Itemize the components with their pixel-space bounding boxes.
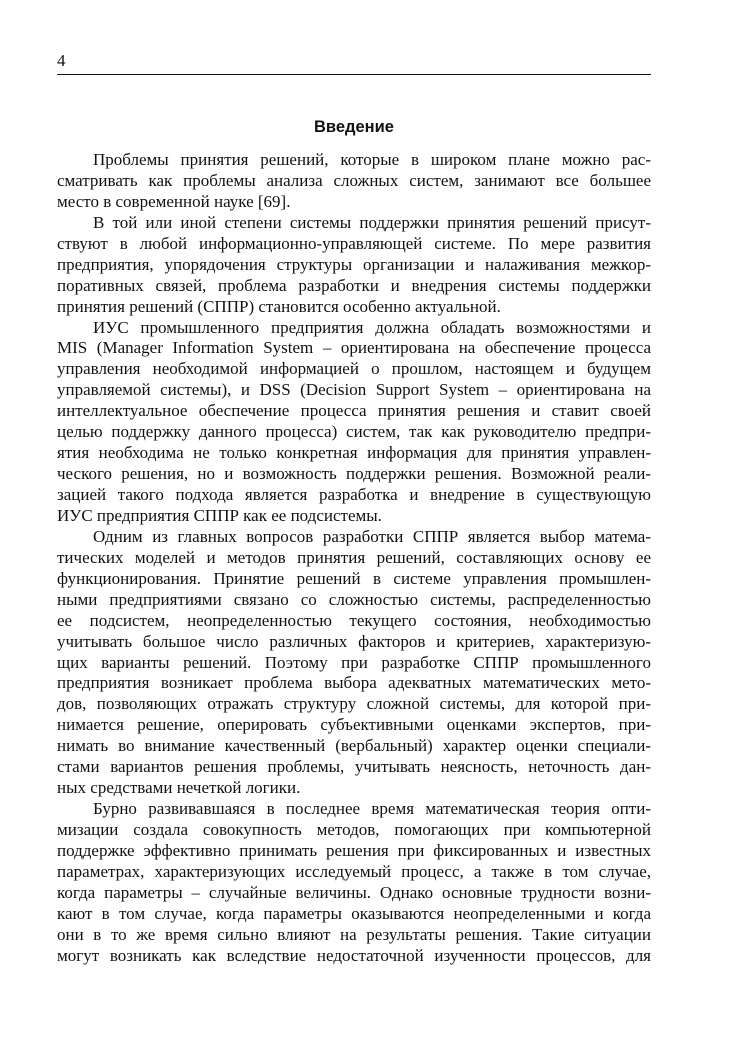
text-line: могут возникать как вследствие недостаточной изученности процессов, для	[57, 945, 651, 965]
text-line: ее подсистем, неопределенностью текущего состояния, необходимостью	[57, 610, 651, 630]
text-line: управляемой системы), и DSS (Decision Support System – ориентирована на	[57, 380, 651, 400]
text-line: ными предприятиями связано со сложностью системы, распределенностью	[57, 589, 651, 609]
text-line: нимать во внимание качественный (вербальный) характер оценки специали-	[57, 736, 651, 756]
text-line: параметрах, характеризующих исследуемый процесс, а также в том случае,	[57, 861, 651, 881]
text-line: принятия решений (СППР) становится особенно актуальной.	[57, 296, 501, 316]
text-line: ИУС промышленного предприятия должна обладать возможностями и	[93, 317, 651, 337]
text-line: MIS (Manager Information System – ориентирована на обеспечение процесса	[57, 338, 651, 358]
body-text	[57, 150, 651, 967]
text-line: предприятия, упорядочения структуры организации и налаживания межкор-	[57, 254, 651, 274]
text-line: зацией такого подхода является разработка и внедрение в существующую	[57, 485, 651, 504]
paragraph	[57, 150, 651, 213]
text-line: целью поддержку данного процесса) систем, так как руководителю предпри-	[57, 422, 651, 442]
text-line: Бурно развивавшаяся в последнее время математическая теория опти-	[93, 799, 651, 819]
text-line: тических моделей и методов принятия решений, составляющих основу ее	[57, 547, 651, 567]
text-line: щих варианты решений. Поэтому при разработке СППР промышленного	[57, 652, 651, 672]
text-line: когда параметры – случайные величины. Однако основные трудности возни-	[57, 882, 651, 902]
text-line: место в современной науке [69].	[57, 191, 291, 211]
text-line: сматривать как проблемы анализа сложных систем, занимают все большее	[57, 170, 651, 190]
text-line: функционирования. Принятие решений в системе управления промышлен-	[57, 568, 651, 588]
text-line: интеллектуальное обеспечение процесса принятия решения и ставит своей	[57, 401, 651, 421]
text-line: кают в том случае, когда параметры оказываются неопределенными и когда	[57, 903, 651, 923]
paragraph	[57, 318, 651, 527]
paragraph	[57, 799, 651, 967]
paragraph	[57, 527, 651, 799]
text-line: предприятия возникает проблема выбора адекватных математических мето-	[57, 673, 651, 693]
page-number: 4	[57, 51, 66, 70]
text-line: ИУС предприятия СППР как ее подсистемы.	[57, 505, 382, 525]
text-line: ных средствами нечеткой логики.	[57, 778, 301, 798]
text-line: они в то же время сильно влияют на результаты решения. Такие ситуации	[57, 924, 651, 944]
text-line: поддержке эффективно принимать решения при фиксированных и известных	[57, 840, 651, 860]
text-line: В той или иной степени системы поддержки принятия решений присут-	[93, 212, 651, 232]
text-line: стами вариантов решения проблемы, учитывать неясность, неточность дан-	[57, 757, 651, 777]
text-line: нимается решение, оперировать субъективными оценками экспертов, при-	[57, 715, 651, 735]
text-line: ствуют в любой информационно-управляющей системе. По мере развития	[57, 233, 651, 253]
text-line: поративных связей, проблема разработки и внедрения системы поддержки	[57, 275, 651, 295]
paragraph	[57, 213, 651, 318]
text-line: мизации создала совокупность методов, помогающих при компьютерной	[57, 820, 651, 839]
section-title: Введение	[314, 118, 394, 136]
text-line: ятия необходима не только конкретная информация для принятия управлен-	[57, 443, 651, 463]
text-line: Проблемы принятия решений, которые в широком плане можно рас-	[93, 150, 651, 169]
text-line: управления необходимой информацией о прошлом, настоящем и будущем	[57, 359, 651, 379]
text-line: Одним из главных вопросов разработки СППР является выбор матема-	[93, 526, 651, 546]
text-line: учитывать большое число различных факторов и критериев, характеризую-	[57, 631, 651, 651]
header-rule	[57, 74, 651, 75]
text-line: дов, позволяющих отражать структуру сложной системы, для которой при-	[57, 694, 651, 714]
text-line: ческого решения, но и возможность поддержки решения. Возможной реали-	[57, 464, 651, 484]
